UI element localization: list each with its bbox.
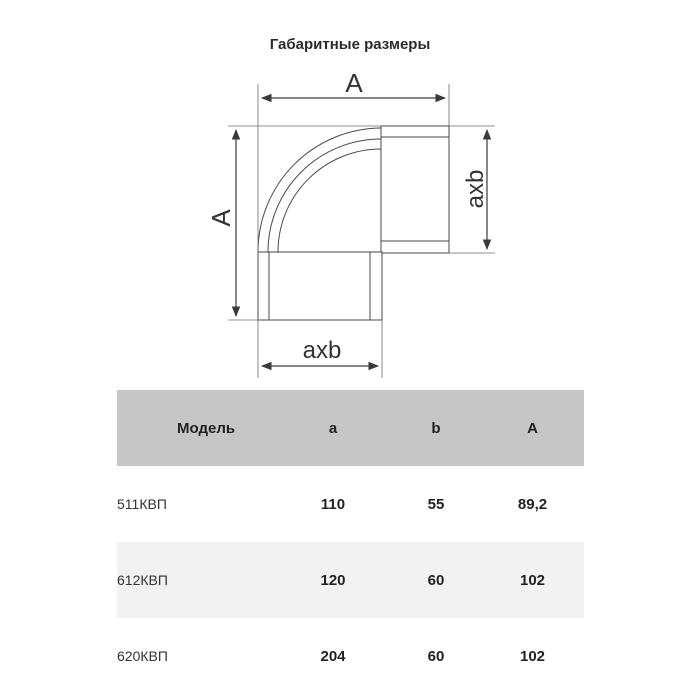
cell-model: 612КВП	[117, 572, 168, 588]
cell-A: 102	[519, 571, 546, 589]
cell-b: 60	[427, 571, 445, 589]
dimensions-table	[117, 390, 584, 694]
table-header-row	[117, 390, 584, 466]
cell-a: 204	[320, 647, 346, 665]
label-axb-right: axb	[462, 169, 489, 209]
cell-model: 511КВП	[117, 496, 167, 512]
label-A-left: A	[206, 209, 236, 227]
table-row	[117, 466, 584, 542]
cell-A: 102	[519, 647, 546, 665]
cell-b: 60	[427, 647, 445, 665]
elbow-outline	[258, 126, 449, 320]
table-row	[117, 618, 584, 694]
top-sleeve	[381, 126, 449, 253]
cell-model: 620КВП	[117, 648, 168, 664]
outer-bend-curve	[258, 128, 381, 252]
page-title: Габаритные размеры	[269, 36, 431, 53]
cell-a: 110	[320, 495, 346, 513]
header-b: b	[431, 419, 441, 437]
cell-A: 89,2	[517, 495, 548, 513]
label-A-top: A	[345, 68, 363, 98]
table-row	[117, 542, 584, 618]
header-A: A	[527, 419, 538, 437]
header-model: Модель	[177, 419, 236, 437]
cell-b: 55	[427, 495, 445, 513]
outer-bend-inner-curve	[268, 139, 381, 252]
header-a: a	[328, 419, 338, 437]
bottom-sleeve	[258, 252, 382, 320]
extension-lines	[228, 84, 495, 378]
cell-a: 120	[320, 571, 346, 589]
label-axb-bottom: axb	[302, 337, 342, 364]
